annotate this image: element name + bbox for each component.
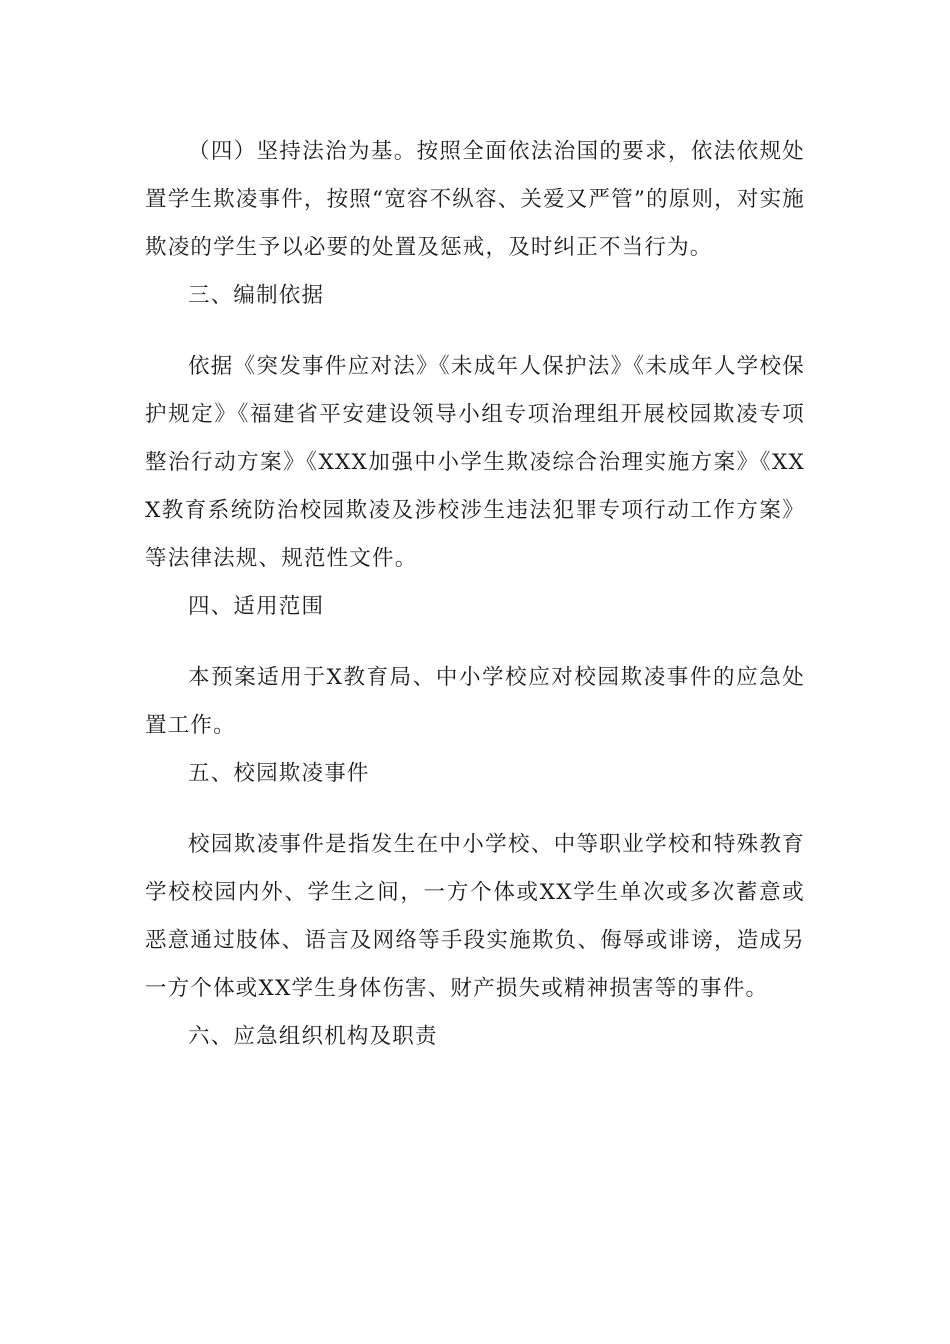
heading-scope: 四、适用范围: [188, 594, 325, 619]
paragraph-compilation-basis: 依据《突发事件应对法》《未成年人保护法》《未成年人学校保护规定》《福建省平安建设领导小组专项治理组开展校园欺凌专项整治行动方案》《XXX加强中小学生欺凌综合治理实施方案》《XXX教育系统防治校园欺凌及涉校涉生违法犯罪专项行动工作方案》等法律法规、规范性文件。: [145, 354, 805, 571]
paragraph-bullying-definition: 校园欺凌事件是指发生在中小学校、中等职业学校和特殊教育学校校园内外、学生之间，一方个体或XX学生单次或多次蓄意或恶意通过肢体、语言及网络等手段实施欺负、侮辱或诽谤，造成另一方个体或XX学生身体伤害、财产损失或精神损害等的事件。: [145, 832, 805, 1001]
heading-emergency-organization: 六、应急组织机构及职责: [188, 1024, 438, 1049]
paragraph-principle-rule-of-law: （四）坚持法治为基。按照全面依法治国的要求，依法依规处置学生欺凌事件，按照“宽容不纵容、关爱又严管”的原则，对实施欺凌的学生予以必要的处置及惩戒，及时纠正不当行为。: [145, 139, 805, 260]
heading-compilation-basis: 三、编制依据: [188, 283, 325, 308]
document-body: [145, 128, 805, 1061]
paragraph-scope: 本预案适用于X教育局、中小学校应对校园欺凌事件的应急处置工作。: [145, 665, 805, 738]
heading-bullying-incident: 五、校园欺凌事件: [188, 761, 370, 786]
